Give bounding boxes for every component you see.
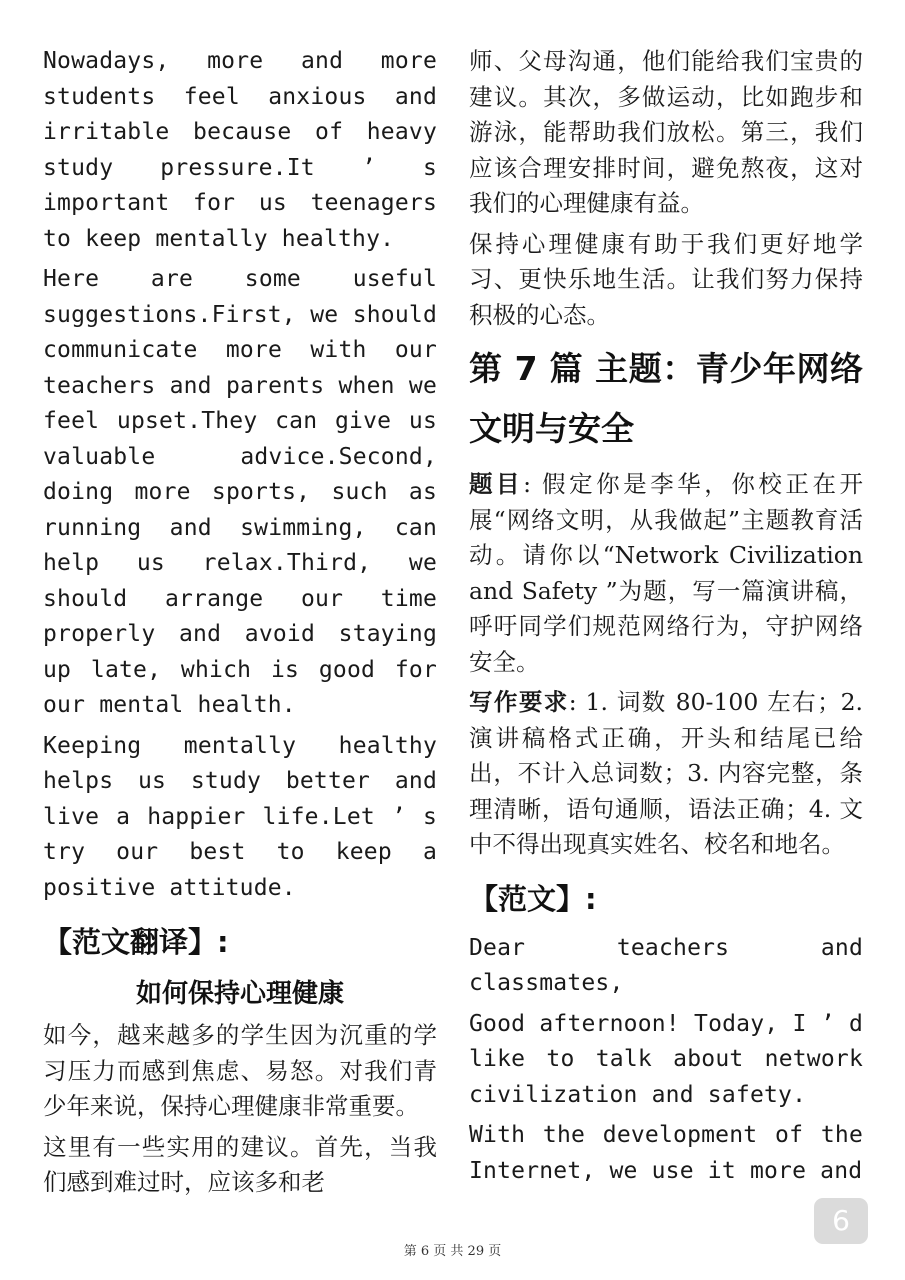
translation-heading: 【范文翻译】:	[43, 925, 229, 959]
writing-requirements	[469, 685, 863, 863]
chinese-paragraph: 师、父母沟通，他们能给我们宝贵的建议。其次，多做运动，比如跑步和游泳，能帮助我们放松。第三，我们应该合理安排时间，避免熬夜，这对我们的心理健康有益。	[469, 47, 863, 217]
requirements-label: 写作要求	[469, 688, 569, 716]
task-prompt	[469, 467, 863, 680]
task-label: 题目	[469, 470, 524, 498]
sample-heading: 【范文】:	[469, 881, 597, 916]
requirements-text: : 1. 词数 80-100 左右；2. 演讲稿格式正确，开头和结尾已给出，不计入总词数；3. 内容完整，条理清晰，语句通顺，语法正确；4. 文中不得出现真实姓名、校名和地名。	[469, 688, 863, 858]
task-text: : 假定你是李华，你校正在开展“网络文明，从我做起”主题教育活动。请你以“Network Civilization and Safety ”为题，写一篇演讲稿，呼吁同学们规范网络行为，守护网络安全。	[469, 470, 864, 676]
english-paragraph: Nowadays, more and more students feel anxious and irritable because of heavy study pressure.It ’ s important for us teenagers to keep mentally healthy.	[43, 48, 437, 252]
right-column	[469, 44, 863, 1194]
chinese-paragraph: 这里有一些实用的建议。首先，当我们感到难过时，应该多和老	[43, 1132, 437, 1196]
english-paragraph: Dear teachers and classmates,	[469, 934, 863, 996]
english-paragraph: Good afternoon! Today, I ’ d like to talk about network civilization and safety.	[469, 1010, 863, 1108]
page-footer: 第 6 页 共 29 页	[403, 1244, 502, 1259]
english-paragraph: Keeping mentally healthy helps us study better and live a happier life.Let ’ s try our best to keep a positive attitude.	[43, 732, 437, 901]
translation-title: 如何保持心理健康	[135, 979, 344, 1009]
article-heading: 第 7 篇 主题：青少年网络文明与安全	[469, 349, 863, 448]
english-paragraph: With the development of the Internet, we use it more and	[469, 1122, 863, 1184]
chinese-paragraph: 保持心理健康有助于我们更好地学习、更快乐地生活。让我们努力保持积极的心态。	[469, 229, 863, 329]
english-paragraph: Here are some useful suggestions.First, we should communicate more with our teachers and parents when we feel upset.They can give us valuable advice.Second, doing more sports, such as running and swimming, can help us relax.Third, we should arrange our time properly and avoid staying up late, which is good for our mental health.	[43, 266, 437, 718]
page-number-badge: 6	[814, 1198, 868, 1244]
chinese-paragraph: 如今，越来越多的学生因为沉重的学习压力而感到焦虑、易怒。对我们青少年来说，保持心理健康非常重要。	[43, 1021, 437, 1120]
left-column	[43, 44, 437, 1206]
